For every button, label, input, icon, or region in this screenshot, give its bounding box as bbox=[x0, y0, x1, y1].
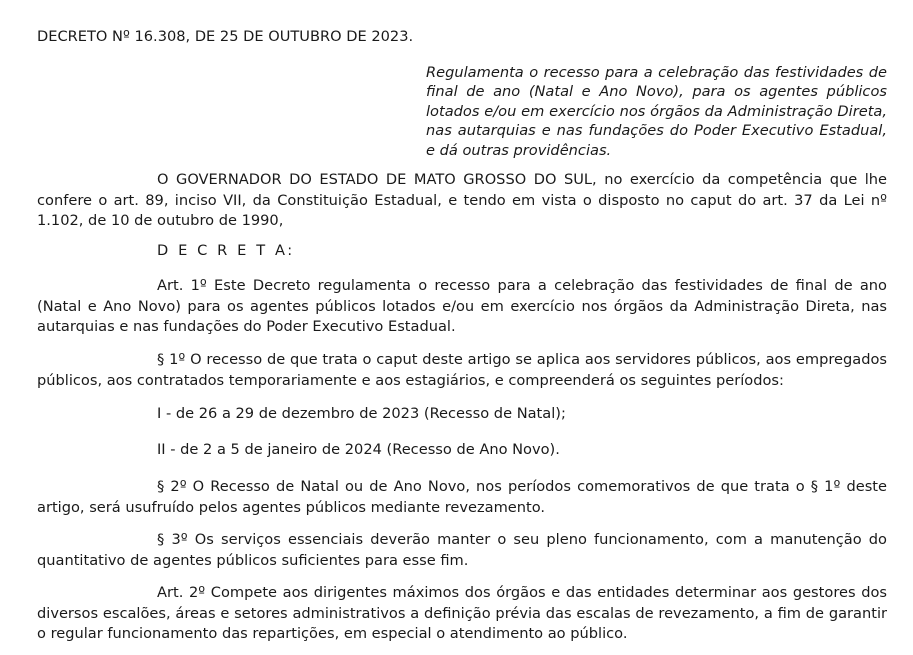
article-1-paragraph-3: § 3º Os serviços essenciais deverão manter o seu pleno funcionamento, com a manutenção do quantitativo de agentes públicos suficientes para esse fim. bbox=[37, 531, 887, 569]
article-1-paragraph-1: § 1º O recesso de que trata o caput deste artigo se aplica aos servidores públicos, aos empregados públicos, aos contratados temporariamente e aos estagiários, e compreenderá os seguintes períodos: bbox=[37, 351, 887, 389]
decree-ementa: Regulamenta o recesso para a celebração das festividades de final de ano (Natal e Ano Novo), para os agentes públicos lotados e/ou em exercício nos órgãos da Administração Direta, nas autarquias e nas fundações do Poder Executivo Estadual, e dá outras providências. bbox=[426, 64, 887, 159]
article-1-paragraph-2: § 2º O Recesso de Natal ou de Ano Novo, nos períodos comemorativos de que trata o § 1º deste artigo, será usufruído pelos agentes públicos mediante revezamento. bbox=[37, 478, 887, 516]
inciso-ii: II - de 2 a 5 de janeiro de 2024 (Recesso de Ano Novo). bbox=[157, 441, 560, 458]
decreta-heading: D E C R E T A: bbox=[157, 242, 295, 259]
article-2: Art. 2º Compete aos dirigentes máximos dos órgãos e das entidades determinar aos gestores dos diversos escalões, áreas e setores administrativos a definição prévia das escalas de revezamento, a fim de garantir o regular funcionamento das repartições, em especial o atendimento ao público. bbox=[37, 584, 887, 642]
preamble-paragraph: O GOVERNADOR DO ESTADO DE MATO GROSSO DO SUL, no exercício da competência que lhe confere o art. 89, inciso VII, da Constituição Estadual, e tendo em vista o disposto no caput do art. 37 da Lei nº 1.102, de 10 de outubro de 1990, bbox=[37, 171, 887, 229]
article-1: Art. 1º Este Decreto regulamenta o recesso para a celebração das festividades de final de ano (Natal e Ano Novo) para os agentes públicos lotados e/ou em exercício nos órgãos da Administração Direta, nas autarquias e nas fundações do Poder Executivo Estadual. bbox=[37, 277, 887, 335]
decree-title: DECRETO Nº 16.308, DE 25 DE OUTUBRO DE 2023. bbox=[37, 28, 414, 45]
inciso-i: I - de 26 a 29 de dezembro de 2023 (Recesso de Natal); bbox=[157, 405, 566, 422]
